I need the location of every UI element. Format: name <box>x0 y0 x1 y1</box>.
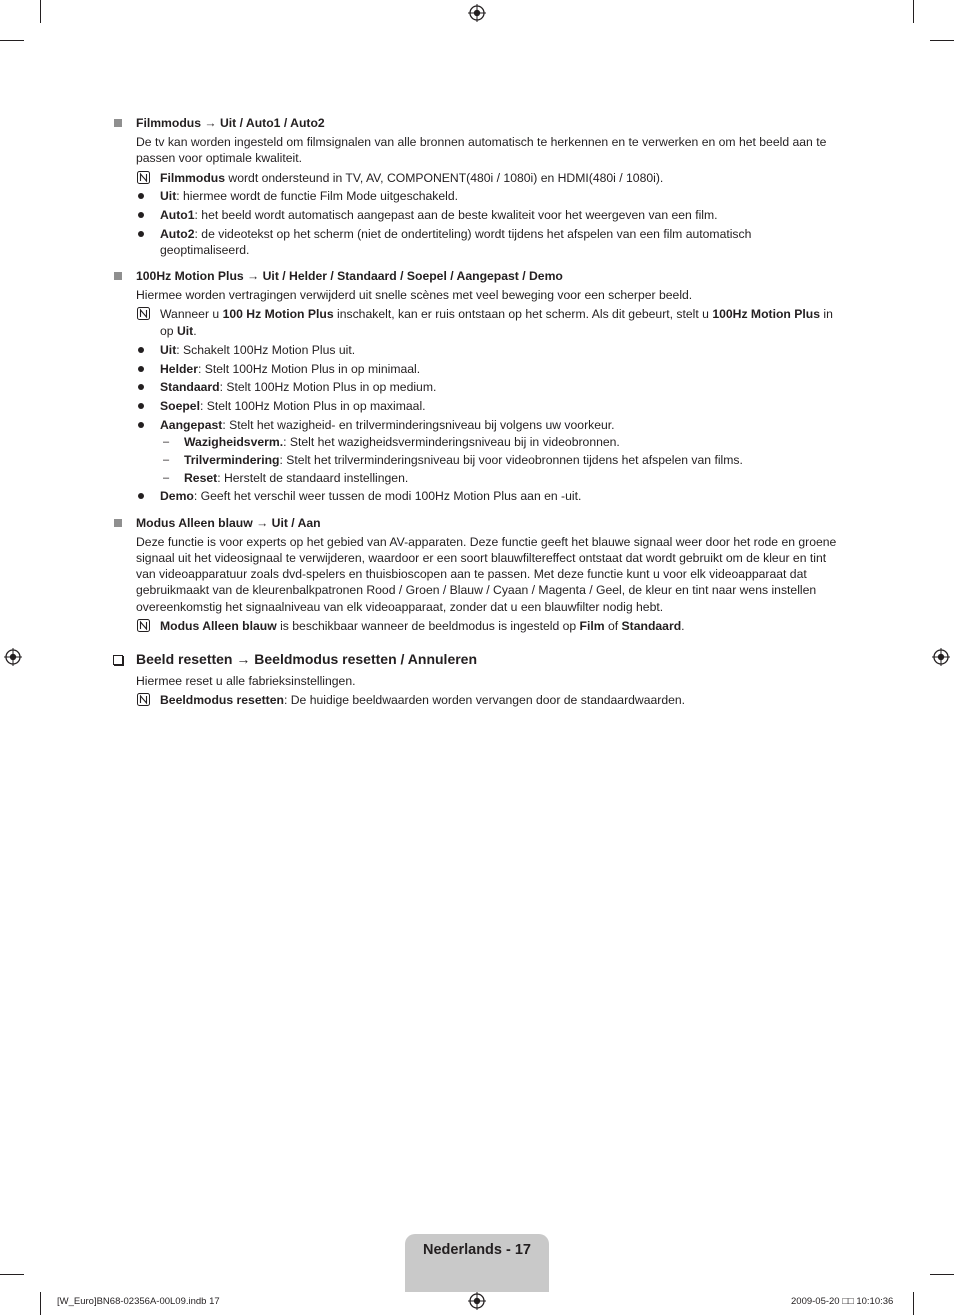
paragraph-line: overeenkomstig het signaalniveau van elk videoapparaat, zonder dat u een blauwfilter nodig hebt. <box>136 600 664 614</box>
page-number-label: Nederlands - 17 <box>423 1242 531 1258</box>
paragraph-line: gebruikmaakt van de kleurenbalkpatronen Rood / Groen / Blauw / Cyaan / Magenta / Geel, de kleur en tint naar wens instellen <box>136 583 817 597</box>
list-item: Uit: Schakelt 100Hz Motion Plus uit. <box>160 343 356 357</box>
note-continuation: op Uit. <box>160 324 197 338</box>
list-item: Uit: hiermee wordt de functie Film Mode uitgeschakeld. <box>160 189 459 203</box>
bullet-icon <box>138 347 144 353</box>
note-motion-plus: Wanneer u 100 Hz Motion Plus inschakelt, kan er ruis ontstaan op het scherm. Als dit gebeurt, stelt u 100Hz Motion Plus in <box>160 307 833 321</box>
list-item-continuation: geoptimaliseerd. <box>160 243 250 257</box>
paragraph-line: Hiermee reset u alle fabrieksinstellingen. <box>136 674 356 688</box>
note-icon <box>137 307 150 320</box>
note-alleen-blauw: Modus Alleen blauw is beschikbaar wanneer de beeldmodus is ingesteld op Film of Standaard. <box>160 619 685 633</box>
crop-mark <box>913 1292 914 1315</box>
square-bullet-icon <box>114 272 122 280</box>
crop-mark <box>930 1274 954 1275</box>
checkbox-bullet-icon <box>113 655 123 665</box>
dash-marker: – <box>163 472 170 484</box>
bullet-icon <box>138 384 144 390</box>
square-bullet-icon <box>114 119 122 127</box>
list-item: Soepel: Stelt 100Hz Motion Plus in op maximaal. <box>160 399 426 413</box>
paragraph-line: Deze functie is voor experts op het gebied van AV-apparaten. Deze functie geeft het blauwe signaal weer door het rode en groene <box>136 535 837 549</box>
note-filmmodus: Filmmodus wordt ondersteund in TV, AV, COMPONENT(480i / 1080i) en HDMI(480i / 1080i). <box>160 171 664 185</box>
paragraph-line: De tv kan worden ingesteld om filmsignalen van alle bronnen automatisch te herkennen en te verwerken en om het beeld aan te <box>136 135 827 149</box>
paragraph-line: passen voor optimale kwaliteit. <box>136 151 302 165</box>
registration-mark-icon <box>468 1292 486 1310</box>
bullet-icon <box>138 212 144 218</box>
registration-mark-icon <box>4 648 22 666</box>
dash-marker: – <box>163 454 170 466</box>
registration-mark-icon <box>932 648 950 666</box>
bullet-icon <box>138 231 144 237</box>
list-item: Aangepast: Stelt het wazigheid- en trilverminderingsniveau bij volgens uw voorkeur. <box>160 418 615 432</box>
note-icon <box>137 693 150 706</box>
section-heading-filmmodus: Filmmodus → Uit / Auto1 / Auto2 <box>136 116 325 130</box>
crop-mark <box>40 0 41 23</box>
crop-mark <box>40 1292 41 1315</box>
square-bullet-icon <box>114 519 122 527</box>
list-item: Auto1: het beeld wordt automatisch aangepast aan de beste kwaliteit voor het weergeven van een film. <box>160 208 718 222</box>
bullet-icon <box>138 366 144 372</box>
note-icon <box>137 619 150 632</box>
section-heading-alleen-blauw: Modus Alleen blauw → Uit / Aan <box>136 516 321 530</box>
paragraph-line: van videoapparatuur zoals dvd-spelers en thuisbioscopen aan te passen. Met deze functie kunt u voor elk videoapparaat dat <box>136 567 807 581</box>
note-beeldmodus-resetten: Beeldmodus resetten: De huidige beeldwaarden worden vervangen door de standaardwaarden. <box>160 693 686 707</box>
sub-list-item: Trilvermindering: Stelt het trilverminderingsniveau bij voor videobronnen tijdens het afspelen van films. <box>184 453 743 467</box>
crop-mark <box>930 40 954 41</box>
crop-mark <box>0 40 24 41</box>
footer-file-info: [W_Euro]BN68-02356A-00L09.indb 17 <box>57 1296 220 1307</box>
main-section-heading: Beeld resetten → Beeldmodus resetten / Annuleren <box>136 651 478 667</box>
crop-mark <box>913 0 914 23</box>
footer-timestamp: 2009-05-20 □□ 10:10:36 <box>791 1296 894 1307</box>
list-item: Standaard: Stelt 100Hz Motion Plus in op medium. <box>160 380 437 394</box>
list-item: Helder: Stelt 100Hz Motion Plus in op minimaal. <box>160 362 421 376</box>
list-item: Demo: Geeft het verschil weer tussen de modi 100Hz Motion Plus aan en -uit. <box>160 489 582 503</box>
bullet-icon <box>138 403 144 409</box>
sub-list-item: Wazigheidsverm.: Stelt het wazigheidsverminderingsniveau bij in videobronnen. <box>184 435 620 449</box>
crop-mark <box>0 1274 24 1275</box>
bullet-icon <box>138 493 144 499</box>
dash-marker: – <box>163 436 170 448</box>
note-icon <box>137 171 150 184</box>
paragraph-line: Hiermee worden vertragingen verwijderd uit snelle scènes met veel beweging voor een scherper beeld. <box>136 288 693 302</box>
list-item: Auto2: de videotekst op het scherm (niet de ondertiteling) wordt tijdens het afspelen van een film automatisch <box>160 227 752 241</box>
paragraph-line: signaal uit het videosignaal te verwijderen, waardoor er een soort blauwfiltereffect ontstaat dat wordt gebruikt om de kleur en tint <box>136 551 827 565</box>
bullet-icon <box>138 422 144 428</box>
bullet-icon <box>138 193 144 199</box>
registration-mark-icon <box>468 4 486 22</box>
sub-list-item: Reset: Herstelt de standaard instellingen. <box>184 471 409 485</box>
section-heading-motion-plus: 100Hz Motion Plus → Uit / Helder / Standaard / Soepel / Aangepast / Demo <box>136 269 563 283</box>
